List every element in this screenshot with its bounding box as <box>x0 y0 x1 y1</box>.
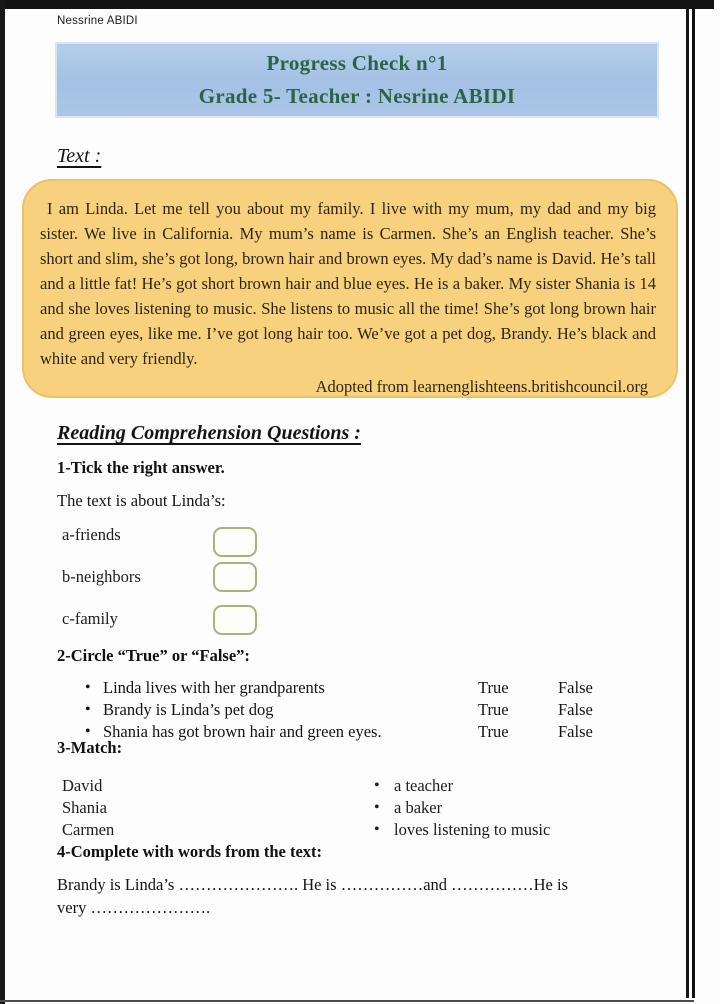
photo-frame-left <box>0 0 5 1004</box>
q1-option-b-label: b-neighbors <box>62 567 141 586</box>
bullet-icon: • <box>374 821 380 838</box>
q3-right-item-2: a baker <box>394 798 443 817</box>
text-section-heading: Text : <box>57 145 102 167</box>
bullet-icon: • <box>85 679 91 696</box>
q3-right-item-1: a teacher <box>394 776 454 795</box>
bullet-icon: • <box>85 701 91 718</box>
photo-frame-bottom <box>0 1000 694 1002</box>
q2-statement-1: Linda lives with her grandparents <box>103 678 325 697</box>
q3-right-item-3: loves listening to music <box>394 820 551 839</box>
q2-true-option-2[interactable]: True <box>478 700 509 719</box>
q1-option-a-checkbox[interactable] <box>213 527 257 557</box>
q2-true-option-1[interactable]: True <box>478 678 509 697</box>
photo-frame-right-inner <box>692 8 695 998</box>
q1-option-c-label: c-family <box>62 609 118 628</box>
q1-title: 1-Tick the right answer. <box>57 458 225 477</box>
q3-left-item-1: David <box>62 776 103 795</box>
photo-frame-top <box>0 0 714 9</box>
q3-left-item-2: Shania <box>62 798 107 817</box>
q2-false-option-1[interactable]: False <box>558 678 593 697</box>
q4-fill-line-1: Brandy is Linda’s …………………. He is ……………and ……………He is <box>57 875 569 894</box>
banner-title: Progress Check n°1 <box>266 51 448 76</box>
reading-passage-box <box>22 179 678 398</box>
q2-statement-3: Shania has got brown hair and green eyes. <box>103 722 382 741</box>
q1-option-a-label: a-friends <box>62 525 121 544</box>
q1-option-b-checkbox[interactable] <box>213 562 257 592</box>
q2-true-option-3[interactable]: True <box>478 722 509 741</box>
q4-title: 4-Complete with words from the text: <box>57 842 323 861</box>
bullet-icon: • <box>374 799 380 816</box>
title-banner <box>55 42 659 118</box>
q2-statement-2: Brandy is Linda’s pet dog <box>103 700 274 719</box>
photo-frame-right-outer <box>686 8 689 998</box>
q2-false-option-3[interactable]: False <box>558 722 593 741</box>
q1-prompt: The text is about Linda’s: <box>57 491 226 510</box>
q3-left-item-3: Carmen <box>62 820 115 839</box>
bullet-icon: • <box>85 723 91 740</box>
q2-title: 2-Circle “True” or “False”: <box>57 646 250 665</box>
q1-option-c-checkbox[interactable] <box>213 605 257 635</box>
banner-subtitle: Grade 5- Teacher : Nesrine ABIDI <box>198 83 516 108</box>
q4-fill-line-2: very …………………. <box>57 898 211 917</box>
questions-section-heading: Reading Comprehension Questions : <box>57 422 361 444</box>
passage-attribution: Adopted from learnenglishteens.britishcouncil.org <box>315 377 648 396</box>
reading-passage: I am Linda. Let me tell you about my family. I live with my mum, my dad and my big sister. We live in California. My mum’s name is Carmen. She’s an English teacher. She’s short and slim, she’s got long, brown hair and brown eyes. My dad’s name is David. He’s tall and a little fat! He’s got short brown hair and blue eyes. He is a baker. My sister Shania is 14 and she loves listening to music. She listens to music all the time! She’s got long brown hair and green eyes, like me. I’ve got long hair too. We’ve got a pet dog, Brandy. He’s black and white and very friendly. <box>40 199 656 368</box>
bullet-icon: • <box>374 777 380 794</box>
author-name: Nessrine ABIDI <box>57 15 138 27</box>
q2-false-option-2[interactable]: False <box>558 700 593 719</box>
q3-title: 3-Match: <box>57 738 123 757</box>
